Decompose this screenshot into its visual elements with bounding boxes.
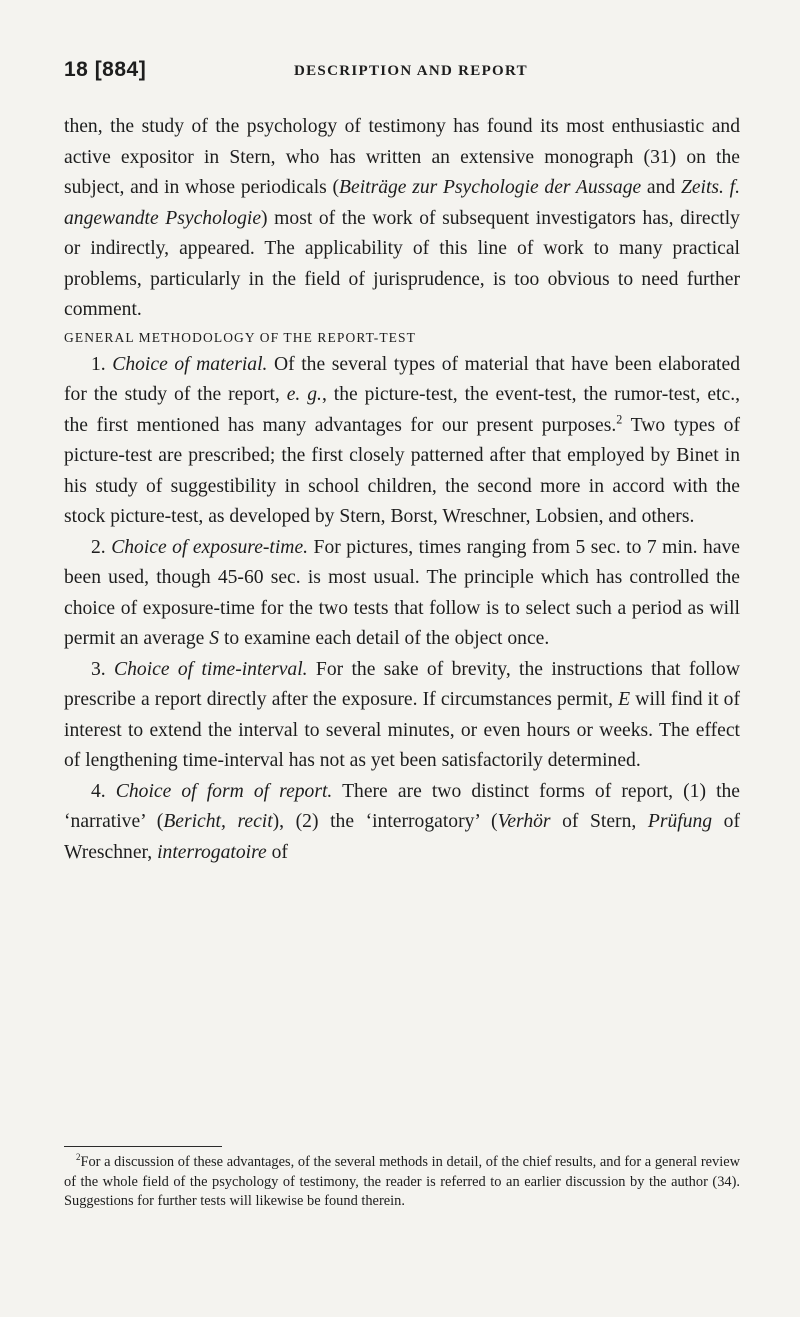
text-run: For pictures, times ranging from 5 sec. to 7 min. have been used, though 45-60 sec. is most usual. The principle which has controlled the choice of exposure-time for the two tests that follow is to select such a period as will permit an average: [64, 536, 741, 649]
item-number: 2.: [91, 536, 112, 558]
text-run: For the sake of brevity, the instructions that follow prescribe a report directly after the exposure. If circumstances permit,: [64, 658, 740, 710]
footnote-reference: 2: [616, 411, 623, 426]
intro-paragraph: [64, 112, 740, 326]
symbol-experimenter: E: [618, 689, 631, 710]
footnote-divider: [64, 1146, 222, 1147]
text-run: will find it of interest to extend the interval to several minutes, or even hours or weeks. The effect of lengthening time-interval has not as yet been satisfactorily determined.: [64, 689, 740, 771]
item-title: Choice of material.: [112, 353, 268, 375]
item-choice-of-exposure-time: [64, 533, 740, 655]
text-run: Of the several types of material that have been elaborated for the study of the report,: [64, 353, 740, 405]
running-head: DESCRIPTION AND REPORT: [294, 63, 528, 79]
item-choice-of-time-interval: [64, 655, 740, 777]
page-header: [64, 58, 736, 88]
foreign-term: interrogatoire: [157, 841, 267, 863]
symbol-subject: S: [209, 628, 220, 649]
foreign-term: Prüfung: [647, 811, 713, 832]
text-run: ) most of the work of subsequent investigators has, directly or indirectly, appeared. The applicability of this line of work to many practical problems, particularly in the field of jurisprudence, is too obvious to need further comment.: [64, 207, 740, 320]
foreign-term: Verhör: [497, 811, 551, 832]
item-number: 3.: [91, 658, 115, 680]
section-heading: GENERAL METHODOLOGY OF THE REPORT-TEST: [64, 329, 416, 345]
item-choice-of-form-of-report: [64, 777, 740, 869]
text-run: to examine each detail of the object once.: [219, 628, 550, 649]
page-number: 18 [884]: [64, 58, 147, 81]
text-run: of: [266, 841, 288, 863]
text-run: , the picture-test, the event-test, the rumor-test, etc., the first mentioned has many advantages for our present purposes.: [64, 384, 740, 436]
text-run: Two types of picture-test are prescribed; the first closely patterned after that employed by Binet in his study of suggestibility in school children, the second more in accord with the stock picture-test, as developed by Stern, Borst, Wreschner, Lobsien, and others.: [64, 414, 740, 527]
footnote-marker: 2: [76, 1152, 81, 1163]
text-run: then, the study of the psychology of testimony has found its most enthusiastic and active expositor in Stern, who has written an extensive monograph (31) on the subject, and in whose periodicals (: [64, 116, 740, 198]
item-choice-of-material: [64, 350, 740, 533]
text-run: of Stern,: [550, 811, 648, 832]
journal-title: Beiträge zur Psychologie der Aussage: [339, 177, 642, 198]
foreign-term: Bericht, recit: [163, 811, 273, 832]
item-number: 1.: [91, 353, 113, 375]
footnote: [64, 1153, 740, 1212]
text-run: There are two distinct forms of report, (1) the ‘narrative’ (: [64, 780, 741, 832]
footnote-text: For a discussion of these advantages, of the several methods in detail, of the chief results, and for a general review of the whole field of the psychology of testimony, the reader is referred to an earlier discussion by the author (34). Suggestions for further tests will likewise be found therein.: [64, 1154, 740, 1210]
abbreviation: e. g.: [286, 384, 322, 405]
item-title: Choice of time-interval.: [114, 658, 308, 680]
text-run: of Wreschner,: [64, 811, 740, 863]
body-text: [64, 112, 740, 868]
journal-title: Zeits. f. angewandte Psychologie: [64, 177, 740, 229]
item-title: Choice of exposure-time.: [111, 536, 309, 558]
item-number: 4.: [91, 780, 116, 802]
item-title: Choice of form of report.: [115, 780, 333, 802]
text-run: and: [641, 177, 681, 198]
text-run: ), (2) the ‘interrogatory’ (: [272, 811, 498, 832]
